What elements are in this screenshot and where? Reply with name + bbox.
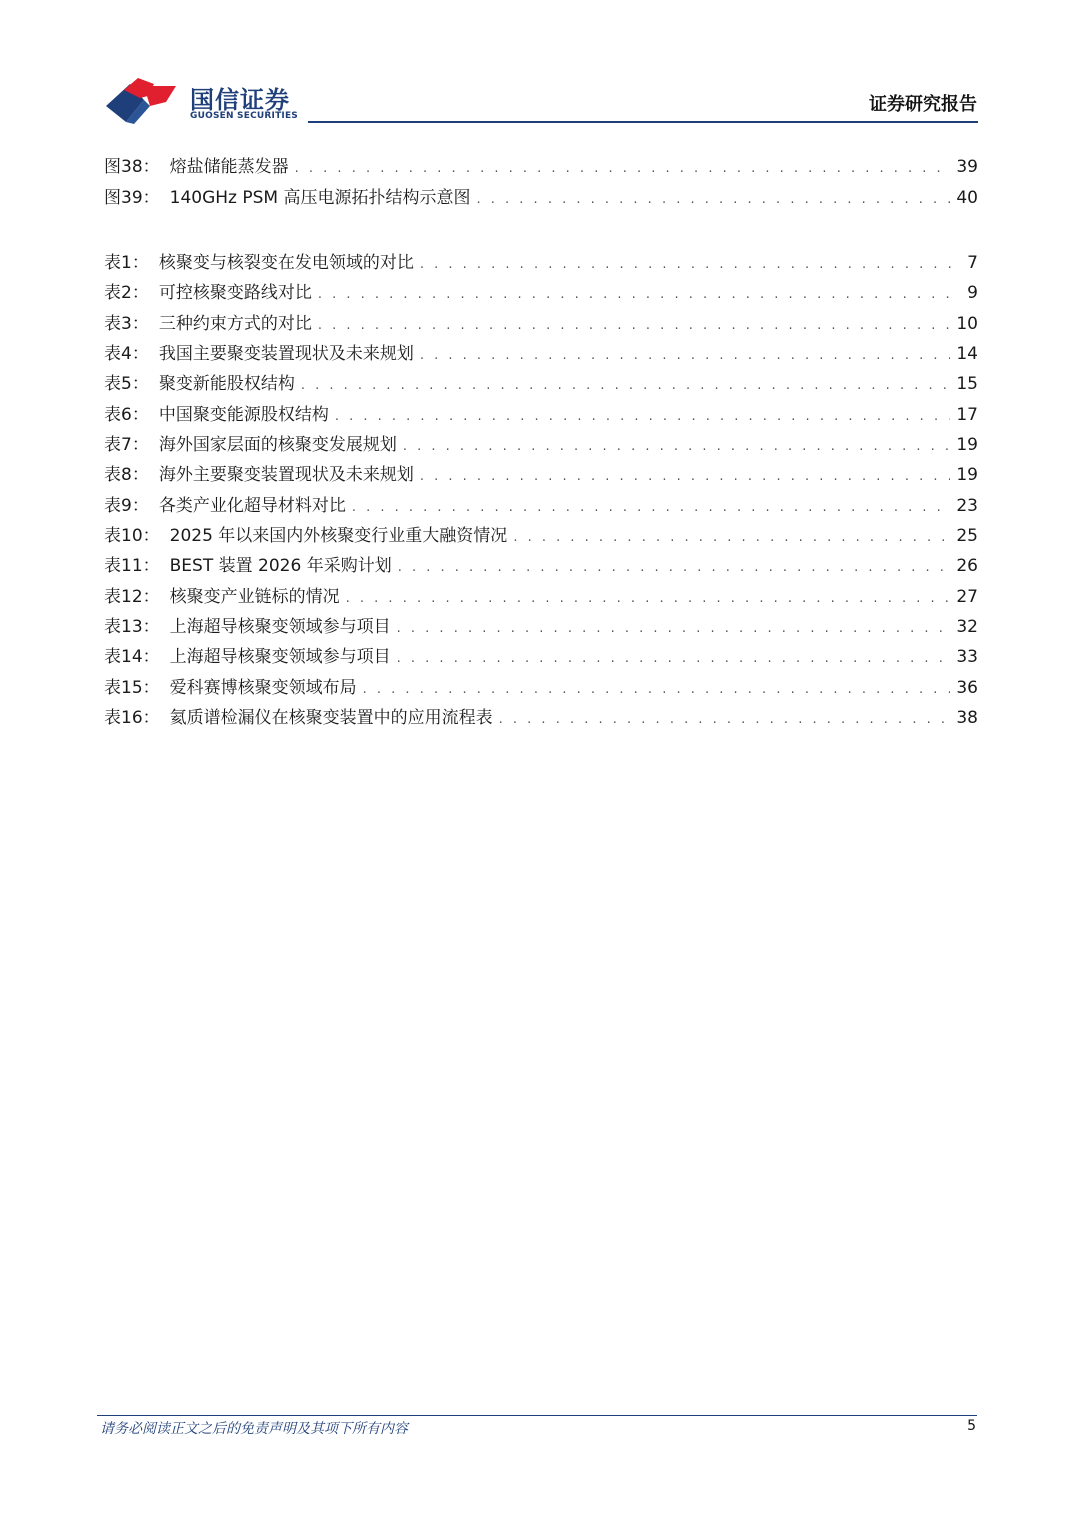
toc-row-table-11[interactable] [104,551,978,581]
toc-row-table-8[interactable] [104,460,978,490]
guosen-logo [104,76,298,126]
toc-leader-dots [397,614,951,644]
toc-leader-dots [397,644,951,674]
toc-label: 表11： [104,556,160,577]
toc-row-table-2[interactable] [104,278,978,308]
toc-title: 上海超导核聚变领域参与项目 [169,647,391,668]
toc-label: 表13： [104,617,160,638]
toc-label: 图38： [104,157,160,177]
toc-title: 爱科赛博核聚变领域布局 [169,677,357,698]
toc-page-number: 32 [956,617,978,638]
toc-title: 中国聚变能源股权结构 [158,404,329,425]
guosen-logo-icon [104,76,184,126]
toc-leader-dots [318,311,951,341]
toc-title: 核聚变与核裂变在发电领域的对比 [158,253,414,273]
toc-leader-dots [403,432,951,462]
toc-title: 可控核聚变路线对比 [158,283,312,304]
toc-row-table-1[interactable] [104,248,978,278]
toc-title: 聚变新能股权结构 [158,374,295,395]
toc-title: 2025 年以来国内外核聚变行业重大融资情况 [169,526,508,547]
toc-leader-dots [301,371,951,401]
toc-row-table-14[interactable] [104,642,978,672]
toc-row-table-5[interactable] [104,369,978,399]
toc-leader-dots [477,184,951,215]
table-list [104,248,978,734]
toc-leader-dots [420,341,951,371]
toc-row-table-13[interactable] [104,612,978,642]
footer-disclaimer: 请务必阅读正文之后的免责声明及其项下所有内容 [100,1421,408,1437]
toc-label: 表14： [104,647,160,668]
toc-page-number: 27 [956,586,978,607]
toc-page-number: 7 [967,253,978,273]
toc-page-number: 26 [956,556,978,577]
toc-title: 海外主要聚变装置现状及未来规划 [158,465,414,486]
toc-label: 表9： [104,495,149,516]
header-divider [308,121,978,123]
toc-label: 表8： [104,465,149,486]
toc-page-number: 33 [956,647,978,668]
toc-page-number: 38 [956,708,978,729]
toc-leader-dots [346,584,951,614]
toc-label: 表3： [104,313,149,334]
toc-row-table-3[interactable] [104,309,978,339]
toc-row-table-9[interactable] [104,491,978,521]
toc-title: 氦质谱检漏仪在核聚变装置中的应用流程表 [169,708,493,729]
toc-label: 表6： [104,404,149,425]
toc-label: 图39： [104,188,160,208]
toc-row-table-12[interactable] [104,582,978,612]
toc-page-number: 10 [956,313,978,334]
toc-row-table-15[interactable] [104,673,978,703]
section-gap [104,214,978,248]
page-number: 5 [967,1418,976,1434]
toc-title: 140GHz PSM 高压电源拓扑结构示意图 [169,188,471,208]
toc-page-number: 14 [956,344,978,365]
toc-row-table-16[interactable] [104,703,978,733]
figure-list [104,152,978,214]
page-header [0,0,1080,130]
logo-english-name: GUOSEN SECURITIES [190,111,298,121]
toc-page-number: 15 [956,374,978,395]
toc-row-table-6[interactable] [104,400,978,430]
toc-label: 表12： [104,586,160,607]
toc-title: 核聚变产业链标的情况 [169,586,340,607]
toc-page-number: 36 [956,677,978,698]
toc-page-number: 9 [967,283,978,304]
toc-label: 表5： [104,374,149,395]
toc-leader-dots [420,462,951,492]
toc-row-figure-39[interactable] [104,183,978,214]
toc-leader-dots [513,523,950,553]
toc-label: 表1： [104,253,149,273]
toc-leader-dots [363,675,951,705]
toc-page-number: 25 [956,526,978,547]
toc-title: 上海超导核聚变领域参与项目 [169,617,391,638]
toc-title: 各类产业化超导材料对比 [158,495,346,516]
toc-label: 表4： [104,344,149,365]
toc-leader-dots [398,553,951,583]
toc-leader-dots [352,493,951,523]
table-of-contents [104,152,978,734]
toc-page-number: 23 [956,495,978,516]
toc-title: 熔盐储能蒸发器 [169,157,289,177]
toc-page-number: 17 [956,404,978,425]
toc-page-number: 19 [956,465,978,486]
toc-label: 表16： [104,708,160,729]
toc-label: 表2： [104,283,149,304]
toc-leader-dots [420,250,954,280]
toc-page-number: 39 [956,157,978,177]
toc-title: 我国主要聚变装置现状及未来规划 [158,344,414,365]
toc-leader-dots [318,280,954,310]
report-type-label: 证券研究报告 [869,94,977,115]
footer-divider [97,1415,977,1416]
toc-row-figure-38[interactable] [104,152,978,183]
toc-label: 表7： [104,435,149,456]
toc-title: 三种约束方式的对比 [158,313,312,334]
toc-leader-dots [499,705,951,735]
toc-title: 海外国家层面的核聚变发展规划 [158,435,397,456]
toc-row-table-7[interactable] [104,430,978,460]
toc-leader-dots [335,402,951,432]
toc-page-number: 40 [956,188,978,208]
toc-row-table-4[interactable] [104,339,978,369]
toc-title: BEST 装置 2026 年采购计划 [169,556,392,577]
logo-chinese-name: 国信证券 [190,86,290,114]
toc-page-number: 19 [956,435,978,456]
toc-leader-dots [295,153,951,184]
toc-label: 表15： [104,677,160,698]
toc-label: 表10： [104,526,160,547]
toc-row-table-10[interactable] [104,521,978,551]
